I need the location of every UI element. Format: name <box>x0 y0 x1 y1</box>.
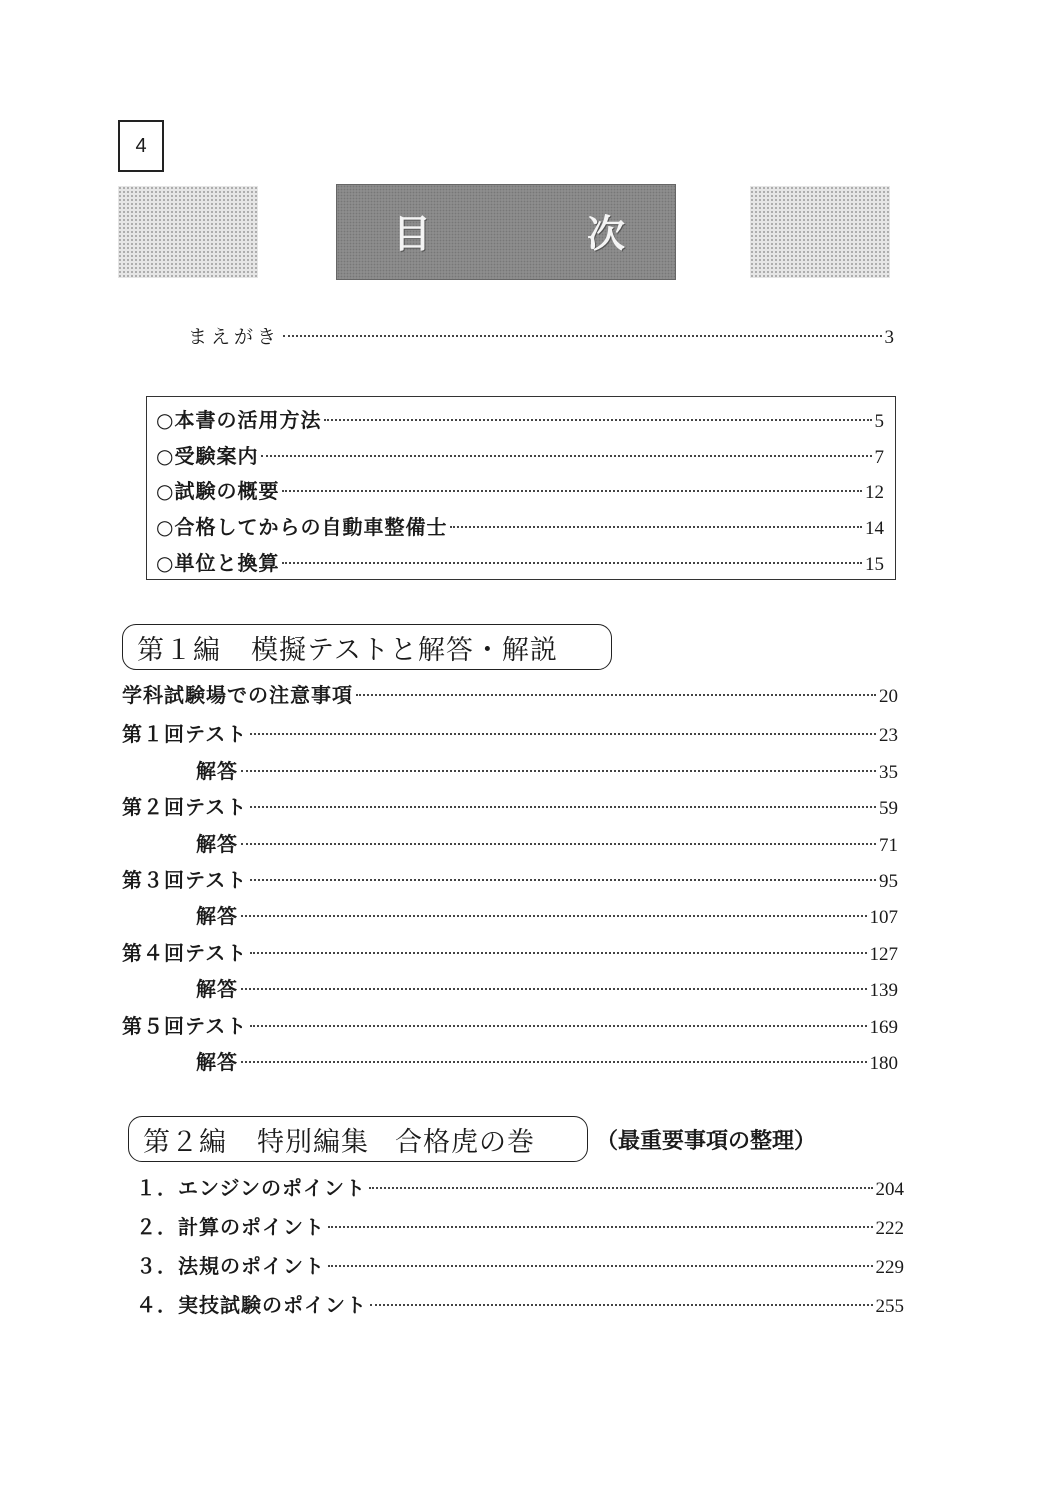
toc-entry-page: 255 <box>875 1296 904 1317</box>
toc-entry-label: 解答 <box>196 904 238 928</box>
dot-leader <box>450 526 862 528</box>
dot-leader <box>282 562 862 564</box>
toc-entry[interactable] <box>136 1289 904 1319</box>
toc-entry-label: 第３回テスト <box>122 868 248 892</box>
dot-leader <box>261 455 871 457</box>
toc-entry-page: 222 <box>875 1218 904 1239</box>
toc-entry-label: ４．実技試験のポイント <box>136 1293 367 1317</box>
toc-entry[interactable] <box>196 828 898 858</box>
toc-entry-label: ３．法規のポイント <box>136 1254 325 1278</box>
dot-leader <box>250 806 876 808</box>
dot-leader <box>250 952 866 954</box>
dot-leader <box>328 1226 873 1228</box>
dot-leader <box>241 843 876 845</box>
toc-entry[interactable] <box>122 1010 898 1040</box>
toc-entry-label: 解答 <box>196 759 238 783</box>
part2-number: 第２編 <box>143 1126 227 1158</box>
toc-entry-page: 107 <box>869 907 898 928</box>
toc-entry-label: 第４回テスト <box>122 941 248 965</box>
decorative-pattern-right <box>750 186 890 278</box>
toc-entry[interactable] <box>136 1250 904 1280</box>
toc-entry-page: 180 <box>869 1053 898 1074</box>
toc-entry-guide[interactable] <box>156 404 884 434</box>
toc-entry-label: ２．計算のポイント <box>136 1215 325 1239</box>
toc-entry-page: 229 <box>875 1257 904 1278</box>
toc-entry-page: 95 <box>879 871 898 892</box>
toc-entry[interactable] <box>122 937 898 967</box>
toc-entry-page: 14 <box>865 518 884 539</box>
toc-entry-guide[interactable] <box>156 440 884 470</box>
page-number: 4 <box>118 120 164 172</box>
dot-leader <box>250 879 876 881</box>
contents-title-char-2: 次 <box>587 212 626 256</box>
dot-leader <box>282 490 862 492</box>
dot-leader <box>283 335 881 337</box>
toc-entry[interactable] <box>196 900 898 930</box>
toc-entry-label: 学科試験場での注意事項 <box>122 683 353 707</box>
toc-entry[interactable] <box>196 1046 898 1076</box>
toc-entry-page: 204 <box>875 1179 904 1200</box>
toc-entry-label: ○本書の活用方法 <box>156 408 322 432</box>
toc-entry-preface[interactable] <box>188 322 894 352</box>
toc-entry-page: 127 <box>869 944 898 965</box>
dot-leader <box>324 419 871 421</box>
toc-entry-page: 139 <box>869 980 898 1001</box>
toc-entry[interactable] <box>122 791 898 821</box>
dot-leader <box>250 733 876 735</box>
toc-entry-page: 20 <box>879 686 898 707</box>
part1-number: 第１編 <box>137 634 221 666</box>
toc-entry-label: ○受験案内 <box>156 444 259 468</box>
part2-subtitle: （最重要事項の整理） <box>596 1129 817 1154</box>
toc-entry-page: 169 <box>869 1017 898 1038</box>
toc-entry-page: 3 <box>884 327 894 348</box>
toc-entry-page: 15 <box>865 554 884 575</box>
toc-entry-label: 解答 <box>196 832 238 856</box>
toc-entry-label: 第５回テスト <box>122 1014 248 1038</box>
toc-entry-page: 59 <box>879 798 898 819</box>
dot-leader <box>241 988 867 990</box>
toc-entry-label: 解答 <box>196 977 238 1001</box>
part2-title-a: 特別編集 <box>257 1126 369 1158</box>
toc-entry-label: 第２回テスト <box>122 795 248 819</box>
dot-leader <box>369 1187 873 1189</box>
part1-heading <box>122 624 612 670</box>
toc-entry-label: ○合格してからの自動車整備士 <box>156 515 448 539</box>
toc-entry-page: 71 <box>879 835 898 856</box>
contents-title-box <box>336 184 676 280</box>
toc-entry[interactable] <box>122 679 898 709</box>
dot-leader <box>356 694 876 696</box>
dot-leader <box>370 1304 873 1306</box>
toc-entry-page: 35 <box>879 762 898 783</box>
toc-entry-page: 12 <box>865 482 884 503</box>
dot-leader <box>241 770 876 772</box>
toc-entry[interactable] <box>122 718 898 748</box>
toc-entry-page: 7 <box>874 447 884 468</box>
toc-entry[interactable] <box>136 1211 904 1241</box>
dot-leader <box>241 1061 867 1063</box>
toc-entry-guide[interactable] <box>156 511 884 541</box>
dot-leader <box>241 915 867 917</box>
dot-leader <box>250 1025 866 1027</box>
part1-title: 模擬テストと解答・解説 <box>251 634 558 666</box>
toc-entry-label: 解答 <box>196 1050 238 1074</box>
toc-entry-label: ○試験の概要 <box>156 479 280 503</box>
toc-entry-guide[interactable] <box>156 475 884 505</box>
part2-title-b: 合格虎の巻 <box>395 1126 535 1158</box>
toc-entry-label: 第１回テスト <box>122 722 248 746</box>
toc-entry-guide[interactable] <box>156 547 884 577</box>
toc-entry[interactable] <box>136 1172 904 1202</box>
toc-entry-page: 23 <box>879 725 898 746</box>
toc-entry[interactable] <box>196 755 898 785</box>
part2-heading <box>128 1116 588 1162</box>
toc-entry-label: １．エンジンのポイント <box>136 1176 366 1200</box>
dot-leader <box>328 1265 873 1267</box>
contents-title-char-1: 目 <box>393 212 432 256</box>
toc-entry-page: 5 <box>874 411 884 432</box>
toc-entry-label: まえがき <box>188 326 281 348</box>
toc-entry-label: ○単位と換算 <box>156 551 280 575</box>
toc-entry[interactable] <box>196 973 898 1003</box>
decorative-pattern-left <box>118 186 258 278</box>
toc-entry[interactable] <box>122 864 898 894</box>
